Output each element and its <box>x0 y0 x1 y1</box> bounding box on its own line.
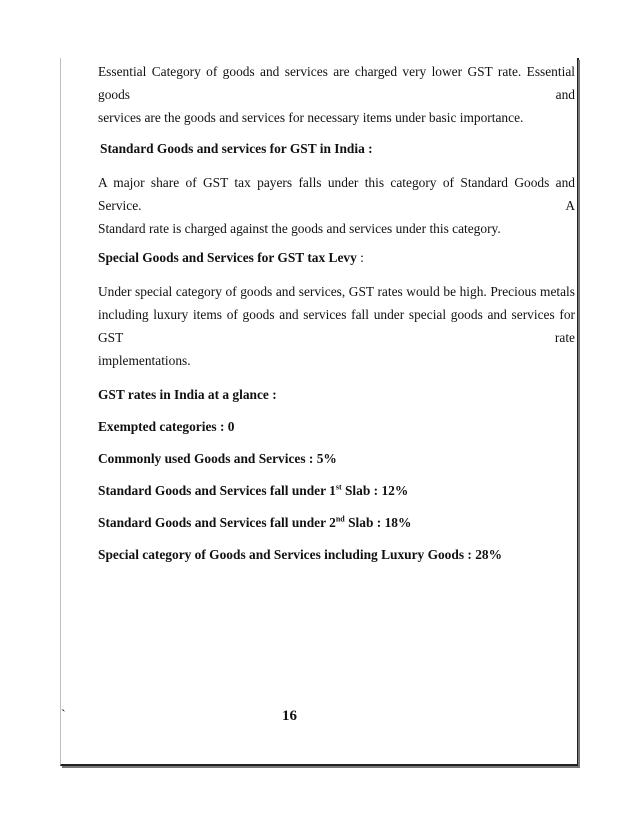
special-goods-heading: Special Goods and Services for GST tax Levy <box>98 250 357 265</box>
page-content <box>98 60 575 563</box>
special-line-2: including luxury items of goods and services fall under special goods and services for GST rate <box>98 307 575 345</box>
common-goods-rate: Commonly used Goods and Services : 5% <box>98 451 337 466</box>
slab-1-value: Slab : 12% <box>341 483 409 498</box>
page-border-shadow-bottom <box>62 766 580 768</box>
slab-2-label: Standard Goods and Services fall under 2 <box>98 515 336 530</box>
gst-rates-heading: GST rates in India at a glance : <box>98 387 277 402</box>
special-goods-heading-colon: : <box>356 250 364 265</box>
special-goods-heading-line <box>98 250 575 266</box>
special-category-rate: Special category of Goods and Services including Luxury Goods : 28% <box>98 547 502 562</box>
slab-1-label: Standard Goods and Services fall under 1 <box>98 483 336 498</box>
exempted-rate: Exempted categories : 0 <box>98 419 235 434</box>
slab-2-rate <box>98 515 575 531</box>
standard-line-2: Standard rate is charged against the goods and services under this category. <box>98 221 501 236</box>
page-border-shadow-right <box>578 60 580 766</box>
standard-line-1: A major share of GST tax payers falls under this category of Standard Goods and Service. A <box>98 175 575 213</box>
special-line-1: Under special category of goods and services, GST rates would be high. Precious metals <box>98 284 575 299</box>
slab-2-value: Slab : 18% <box>344 515 412 530</box>
page-number: 16 <box>282 708 297 724</box>
essential-line-2: services are the goods and services for necessary items under basic importance. <box>98 110 524 125</box>
slab-1-superscript: st <box>335 482 342 492</box>
essential-line-1: Essential Category of goods and services are charged very lower GST rate. Essential goods and <box>98 64 575 102</box>
slab-2-superscript: nd <box>335 514 345 524</box>
footer-backtick: ` <box>61 708 66 723</box>
slab-1-rate <box>98 483 575 499</box>
special-line-3: implementations. <box>98 353 191 368</box>
standard-goods-heading: Standard Goods and services for GST in India : <box>100 141 373 156</box>
